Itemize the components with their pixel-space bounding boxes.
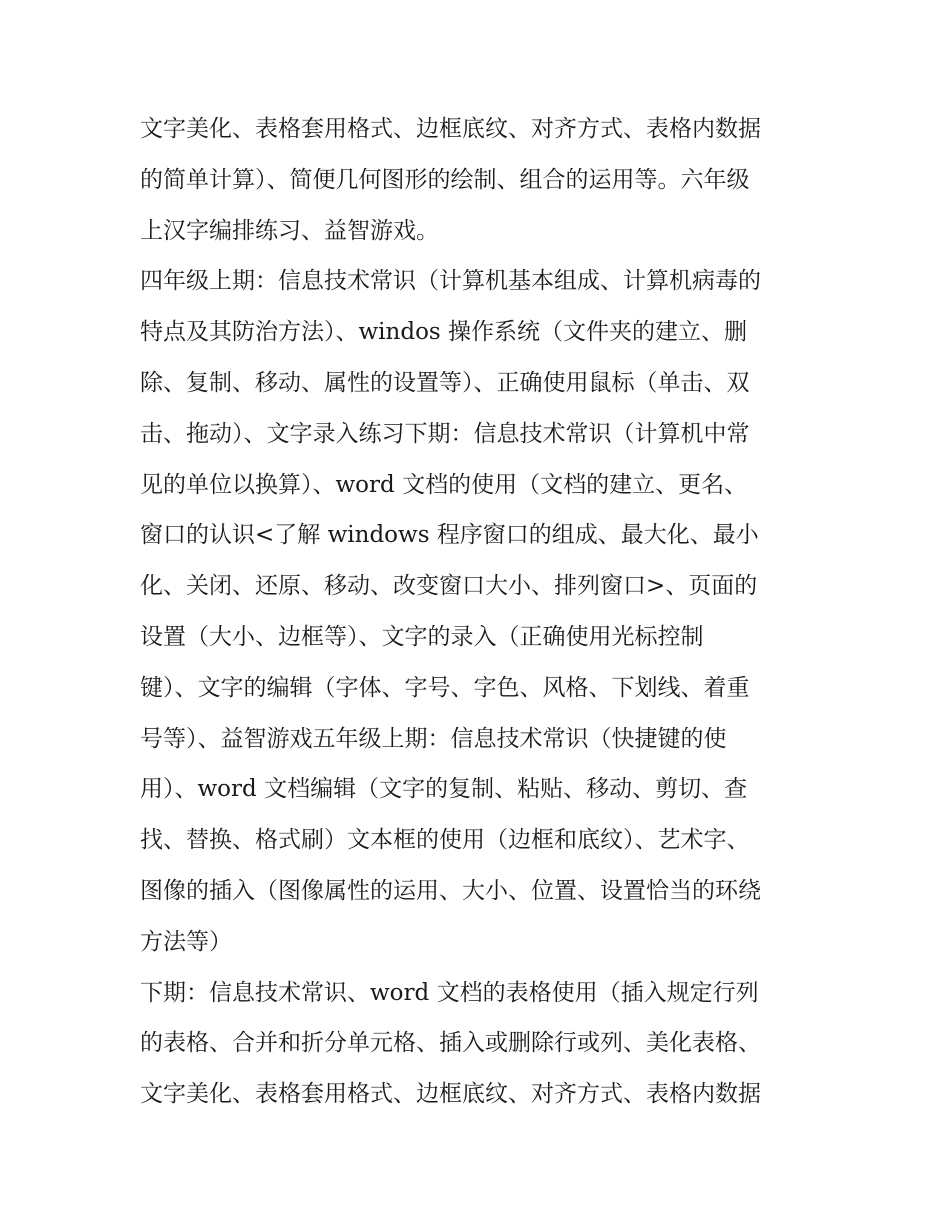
text-line: 上汉字编排练习、益智游戏。: [140, 217, 439, 244]
text-line: 四年级上期：信息技术常识（计算机基本组成、计算机病毒的: [140, 268, 761, 295]
text-line: 下期：信息技术常识、word 文档的表格使用（插入规定行列: [140, 979, 759, 1006]
text-line: 文字美化、表格套用格式、边框底纹、对齐方式、表格内数据: [140, 116, 761, 142]
text-line: 设置（大小、边框等）、文字的录入（正确使用光标控制: [140, 623, 704, 650]
text-line: 见的单位以换算）、word 文档的使用（文档的建立、更名、: [140, 471, 748, 498]
text-line: 特点及其防治方法）、windos 操作系统（文件夹的建立、删: [140, 319, 748, 346]
text-line: 窗口的认识<了解 windows 程序窗口的组成、最大化、最小: [140, 522, 759, 549]
text-line: 键）、文字的编辑（字体、字号、字色、风格、下划线、着重: [140, 674, 750, 701]
text-line: 的表格、合并和折分单元格、插入或删除行或列、美化表格、: [140, 1030, 761, 1057]
text-line: 的简单计算）、简便几何图形的绘制、组合的运用等。六年级: [140, 166, 750, 193]
text-line: 用）、word 文档编辑（文字的复制、粘贴、移动、剪切、查: [140, 776, 748, 803]
text-line: 除、复制、移动、属性的设置等）、正确使用鼠标（单击、双: [140, 369, 750, 396]
body-text: [140, 104, 820, 1120]
text-line: 方法等）: [140, 928, 232, 955]
text-line: 文字美化、表格套用格式、边框底纹、对齐方式、表格内数据: [140, 1081, 761, 1108]
text-line: 化、关闭、还原、移动、改变窗口大小、排列窗口>、页面的: [140, 573, 758, 600]
text-line: 找、替换、格式刷）文本框的使用（边框和底纹）、艺术字、: [140, 827, 750, 854]
text-line: 图像的插入（图像属性的运用、大小、位置、设置恰当的环绕: [140, 877, 761, 904]
text-line: 击、拖动）、文字录入练习下期：信息技术常识（计算机中常: [140, 420, 750, 447]
text-line: 号等）、益智游戏五年级上期：信息技术常识（快捷键的使: [140, 725, 727, 752]
